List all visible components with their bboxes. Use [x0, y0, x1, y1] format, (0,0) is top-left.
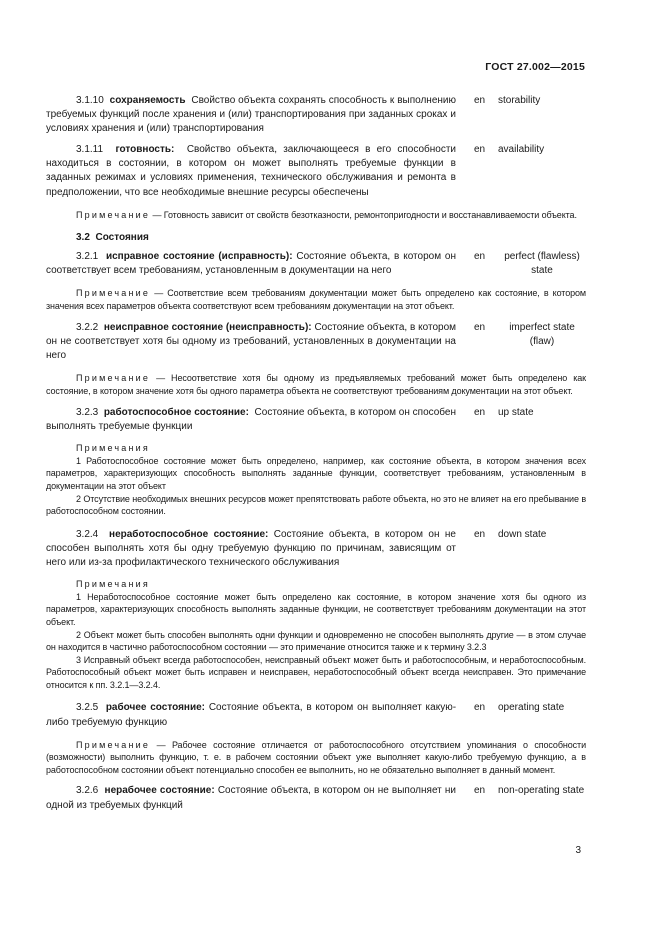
note-item [46, 654, 586, 692]
page-content [46, 94, 586, 813]
note-item [46, 455, 586, 493]
term-definition [46, 143, 456, 199]
note-item-number: 3 [76, 654, 81, 665]
term-translation [474, 784, 586, 812]
term-entry [46, 321, 586, 363]
note [46, 209, 586, 222]
english-term: down state [498, 528, 547, 540]
note-item [46, 493, 586, 518]
language-code: en [474, 144, 486, 156]
term-name: неисправное состояние (неисправность): [103, 321, 312, 333]
notes-heading: Примечания [76, 443, 150, 454]
note-label: Примечание [76, 372, 151, 383]
term-definition [46, 406, 456, 434]
note-item-number: 1 [76, 455, 81, 466]
term-name: неработоспособное состояние: [109, 528, 269, 540]
term-translation [474, 528, 586, 570]
term-definition [46, 321, 456, 363]
term-translation [474, 250, 586, 278]
term-number: 3.2.3 [76, 407, 99, 419]
term-entry [46, 701, 586, 729]
section-heading [76, 232, 586, 243]
term-number: 3.2.5 [76, 702, 99, 714]
term-number: 3.2.2 [76, 321, 99, 333]
term-name: рабочее состояние: [105, 702, 206, 714]
notes-block [46, 442, 586, 518]
note-item [46, 629, 586, 654]
note [46, 372, 586, 397]
term-text: Состояние объекта, в котором он не соответствует хотя бы одному из требований, установленных в документации на него [46, 321, 457, 361]
note [46, 287, 586, 312]
english-term: perfect (flawless) state [504, 251, 580, 277]
term-definition [46, 94, 456, 136]
term-name: работоспособное состояние: [103, 407, 249, 419]
term-name: готовность: [115, 144, 175, 156]
page-number: 3 [575, 845, 581, 856]
language-code: en [474, 407, 486, 419]
language-code: en [474, 702, 486, 714]
term-translation [474, 321, 586, 363]
english-term: operating state [498, 702, 565, 714]
term-number: 3.2.1 [76, 251, 99, 263]
term-text: Состояние объекта, в котором он не выполняет ни одной из требуемых функций [46, 785, 457, 811]
language-code: en [474, 251, 486, 263]
term-text: Свойство объекта, заключающееся в его способности находиться в состоянии, в котором он может выполнять требуемые функции в заданных режимах и условиях применения, технического обслуживания и ремонта в предположении, что все необходимые внешние ресурсы обеспечены [46, 144, 457, 198]
note-text: — Несоответствие хотя бы одному из предъявляемых требований может быть определено как состояние, в котором значение хотя бы одного параметра объекта не соответствуют требованиям документации на этот объект. [46, 372, 586, 396]
language-code: en [474, 785, 486, 797]
term-definition [46, 701, 456, 729]
english-term: availability [498, 144, 545, 156]
note-label: Примечание [76, 739, 151, 750]
document-code: ГОСТ 27.002—2015 [485, 61, 585, 73]
note-item-text: Неработоспособное состояние может быть определено как состояние, в котором значение хотя бы одного из параметров, характеризующих способность выполнять заданные функции, не соответствует требованиям документации на этот объект. [46, 591, 586, 627]
note-label: Примечание [76, 209, 151, 220]
note-item-number: 1 [76, 591, 81, 602]
note-item [46, 591, 586, 629]
term-definition [46, 784, 456, 812]
term-translation [474, 143, 586, 199]
term-translation [474, 406, 586, 434]
note-item-text: Работоспособное состояние может быть определено, например, как состояние объекта, в котором значения всех параметров, характеризующих способность выполнять заданные функции, соответствует требованиям, установленным в документации на этот объект [46, 455, 586, 492]
term-translation [474, 701, 586, 729]
language-code: en [474, 321, 486, 333]
term-name: исправное состояние (исправность): [105, 251, 293, 263]
term-entry [46, 94, 586, 136]
note-label: Примечание [76, 288, 151, 299]
term-text: Свойство объекта сохранять способность к выполнению требуемых функций после хранения и (или) транспортирования при заданных сроках и условиях хранения и (или) транспортирования [46, 95, 456, 135]
notes-heading: Примечания [76, 579, 150, 590]
note-text: — Готовность зависит от свойств безотказности, ремонтопригодности и восстанавливаемости объекта. [152, 209, 577, 220]
term-number: 3.1.10 [76, 95, 104, 106]
language-code: en [474, 95, 486, 106]
note-text: — Соответствие всем требованиям документации может быть определено как состояние, в котором значения всех параметров объекта соответствуют всем требованиям документации на этот объект. [46, 288, 586, 312]
term-text: Состояние объекта, в котором он выполняет какую-либо требуемую функцию [46, 702, 457, 728]
section-title: Состояния [95, 232, 149, 244]
term-definition [46, 528, 456, 570]
term-number: 3.2.6 [76, 785, 99, 797]
english-term: non-operating state [498, 785, 585, 797]
section-number: 3.2 [76, 232, 90, 244]
term-entry [46, 143, 586, 199]
note-item-text: Объект может быть способен выполнять одни функции и одновременно не способен выполнять другие — в этом случае он находится в частично работоспособном состоянии — это примечание относится также и к термину 3.2.3 [46, 629, 587, 653]
term-entry [46, 528, 586, 570]
term-text: Состояние объекта, в котором он способен выполнять требуемые функции [46, 407, 457, 433]
note-item-number: 2 [76, 629, 81, 640]
term-number: 3.1.11 [76, 144, 104, 156]
note-item-number: 2 [76, 493, 81, 504]
term-name: нерабочее состояние: [104, 785, 215, 797]
term-name: сохраняемость [109, 95, 186, 106]
term-entry [46, 250, 586, 278]
term-definition [46, 250, 456, 278]
note-item-text: Отсутствие необходимых внешних ресурсов может препятствовать работе объекта, но это не влияет на его пребывание в работоспособном состоянии. [46, 493, 587, 517]
notes-block [46, 578, 586, 691]
english-term: up state [498, 407, 534, 419]
term-text: Состояние объекта, в котором он не способен выполнять хотя бы одну требуемую функцию по причинам, зависящим от него или из-за профилактического технического обслуживания [46, 528, 456, 569]
note-item-text: Исправный объект всегда работоспособен, неисправный объект может быть и работоспособным, и неработоспособным. Работоспособный объект может быть исправен и неисправен, неработоспособный объект всегда неисправен. Это примечание относится к пп. 3.2.1—3.2.4. [46, 654, 586, 690]
term-number: 3.2.4 [76, 528, 99, 540]
language-code: en [474, 528, 486, 540]
term-text: Состояние объекта, в котором он соответствует всем требованиям, установленным в документации на него [46, 251, 456, 277]
note-text: — Рабочее состояние отличается от работоспособного отсутствием упоминания о способности (возможности) выполнить функцию, т. е. в рабочем состоянии объект уже выполняет какую-либо требуемую функцию, а в работоспособном состоянии объект потенциально способен ее выполнить, но не обязательно выполняет в данный момент. [46, 739, 587, 775]
note [46, 739, 586, 777]
english-term: storability [498, 95, 541, 106]
term-entry [46, 406, 586, 434]
term-entry [46, 784, 586, 812]
english-term: imperfect state (flaw) [509, 321, 575, 347]
term-translation [474, 94, 586, 136]
